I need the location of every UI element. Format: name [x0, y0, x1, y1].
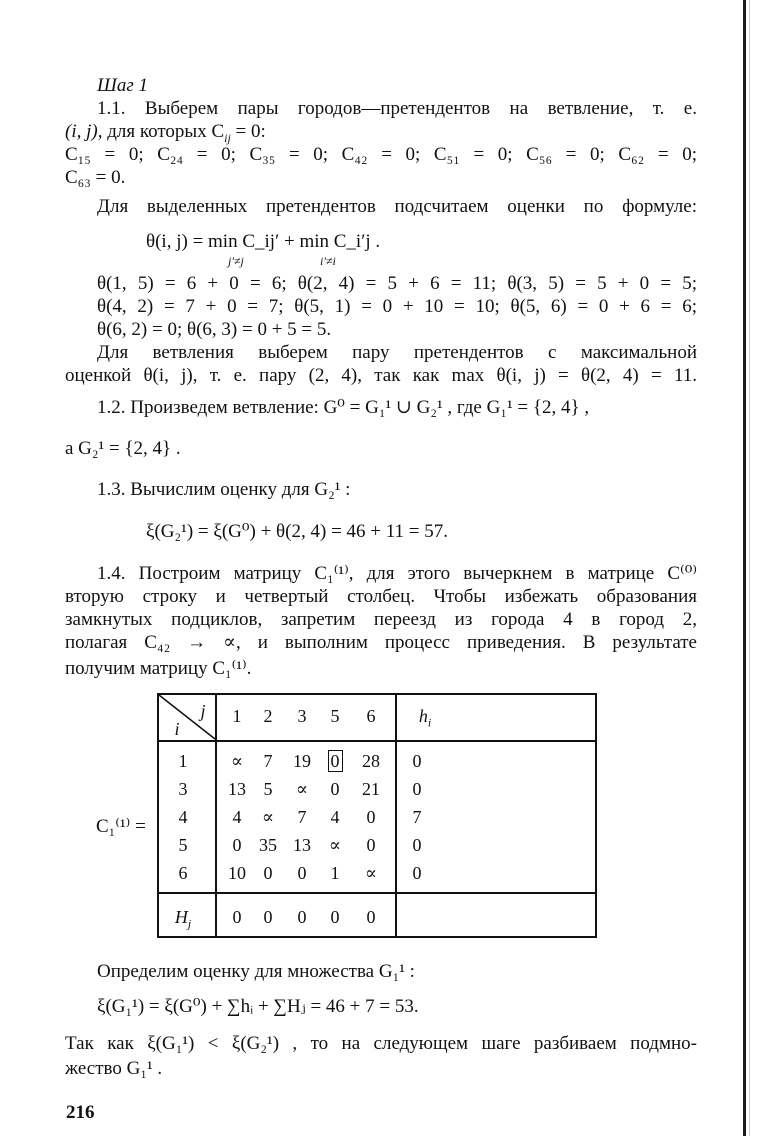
matrix-cell — [320, 778, 350, 800]
matrix-cell — [320, 834, 350, 856]
g2-definition: а G₂¹ = {2, 4} . — [65, 438, 181, 459]
matrix-cell — [356, 778, 386, 800]
step-title: Шаг 1 — [97, 75, 148, 96]
matrix-cell-text: 1 — [330, 863, 340, 883]
h-header-sub: i — [427, 715, 432, 730]
text-line-18: полагая C₄₂ → ∝, и выполним процесс приведения. В результате — [65, 632, 697, 653]
h-value-text: 7 — [412, 807, 422, 827]
h-value-text: 0 — [412, 779, 422, 799]
column-header-text: 3 — [297, 706, 307, 726]
matrix-cell — [356, 862, 386, 884]
row-header — [168, 806, 198, 828]
theta-values-3: θ(6, 2) = 0; θ(6, 3) = 0 + 5 = 5. — [97, 319, 332, 340]
H-label-sub: j — [187, 916, 192, 931]
matrix-cell — [253, 778, 283, 800]
H-value — [222, 906, 252, 928]
text-line-2-end: = 0: — [230, 121, 266, 142]
matrix-cell-text: 0 — [297, 863, 307, 883]
text-line-10: оценкой θ(i, j), т. е. пару (2, 4), так как max θ(i, j) = θ(2, 4) = 11. — [65, 365, 697, 386]
column-header-text: 5 — [330, 706, 340, 726]
matrix-cell-text: ∝ — [328, 835, 342, 855]
matrix-cell-text: 0 — [330, 779, 340, 799]
matrix-cell-text: 0 — [366, 807, 376, 827]
matrix-hline-1 — [157, 740, 597, 742]
matrix-cell-text: 13 — [293, 835, 311, 855]
cij-sub: ij — [224, 130, 231, 145]
H-value — [287, 906, 317, 928]
matrix-cell — [356, 806, 386, 828]
theta-formula: θ(i, j) = min C_ij′ + min C_i′j . — [146, 231, 381, 252]
H-value-text: 0 — [330, 907, 340, 927]
text-line-22: Так как ξ(G₁¹) < ξ(G₂¹) , то на следующем шаге разбиваем подмно- — [65, 1033, 697, 1054]
H-value — [356, 906, 386, 928]
matrix-cell-text: 28 — [362, 751, 380, 771]
matrix-cell — [356, 834, 386, 856]
matrix-cell-text: 0 — [263, 863, 273, 883]
h-value — [402, 750, 432, 772]
matrix-cell-text: 4 — [330, 807, 340, 827]
matrix-vline-2 — [395, 693, 397, 938]
h-value-text: 0 — [412, 751, 422, 771]
matrix-cell-text: 19 — [293, 751, 311, 771]
text-line-5: Для выделенных претендентов подсчитаем оценки по формуле: — [97, 196, 697, 217]
text-line-2 — [65, 120, 697, 143]
H-value — [320, 906, 350, 928]
row-header — [168, 778, 198, 800]
zero-list-line: C₁₅ = 0; C₂₄ = 0; C₃₅ = 0; C₄₂ = 0; C₅₁ = 0; C₅₆ = 0; C₆₂ = 0; — [65, 144, 697, 165]
H-value-text: 0 — [297, 907, 307, 927]
zero-list-line-2: C₆₃ = 0. — [65, 167, 126, 188]
column-header-text: 6 — [366, 706, 376, 726]
matrix-vline-1 — [215, 693, 217, 938]
row-header — [168, 750, 198, 772]
row-header-text: 1 — [178, 751, 188, 771]
h-value-text: 0 — [412, 863, 422, 883]
matrix-cell-text: ∝ — [261, 807, 275, 827]
matrix-cell — [287, 806, 317, 828]
text-line-23: жество G₁¹ . — [65, 1058, 163, 1079]
matrix-cell-text: ∝ — [295, 779, 309, 799]
matrix-cell — [287, 778, 317, 800]
matrix-cell-text: 35 — [259, 835, 277, 855]
matrix-cell-text: 13 — [228, 779, 246, 799]
row-header-text: 4 — [178, 807, 188, 827]
matrix-cell-text: 7 — [263, 751, 273, 771]
matrix-cell — [253, 750, 283, 772]
corner-i-label: i — [174, 719, 180, 739]
matrix-cell — [320, 750, 350, 772]
matrix-cell — [253, 862, 283, 884]
text-line-19: получим матрицу C₁⁽¹⁾. — [65, 658, 252, 679]
matrix-cell-text: 0 — [328, 750, 343, 772]
pair-ij: (i, j) — [65, 121, 98, 142]
matrix-cell — [253, 806, 283, 828]
matrix-cell-text: 0 — [366, 835, 376, 855]
column-header — [320, 705, 350, 727]
h-value-text: 0 — [412, 835, 422, 855]
h-header — [410, 705, 440, 730]
text-line-2-mid: , для которых C — [97, 121, 225, 142]
matrix-cell-text: ∝ — [230, 751, 244, 771]
matrix-cell — [320, 862, 350, 884]
column-header — [222, 705, 252, 727]
branching-line: 1.2. Произведем ветвление: G⁰ = G₁¹ ∪ G₂¹ , где G₁¹ = {2, 4} , — [97, 397, 590, 418]
H-row-label — [168, 906, 198, 931]
matrix-cell — [287, 750, 317, 772]
matrix-cell-text: 7 — [297, 807, 307, 827]
row-header — [168, 834, 198, 856]
row-header-text: 5 — [178, 835, 188, 855]
matrix-cell — [222, 778, 252, 800]
matrix-label: C₁⁽¹⁾ = — [96, 816, 146, 837]
H-value-text: 0 — [366, 907, 376, 927]
row-header-text: 3 — [178, 779, 188, 799]
text-line-16: вторую строку и четвертый столбец. Чтобы избежать образования — [65, 586, 697, 607]
column-header-text: 1 — [232, 706, 242, 726]
formula-sub-2: i′≠i — [320, 254, 336, 268]
text-line-17: замкнутых подциклов, запретим переезд из города 4 в город 2, — [65, 609, 697, 630]
row-header — [168, 862, 198, 884]
theta-values-1: θ(1, 5) = 6 + 0 = 6; θ(2, 4) = 5 + 6 = 11; θ(3, 5) = 5 + 0 = 5; — [97, 273, 697, 294]
page-number: 216 — [66, 1102, 95, 1123]
matrix-cell-text: ∝ — [364, 863, 378, 883]
text-line-20: Определим оценку для множества G₁¹ : — [97, 961, 415, 982]
text-line-13: 1.3. Вычислим оценку для G₂¹ : — [97, 479, 351, 500]
matrix-cell — [356, 750, 386, 772]
formula-sub-1: j′≠j — [228, 254, 244, 268]
matrix-cell — [222, 862, 252, 884]
xi-g1-formula: ξ(G₁¹) = ξ(G⁰) + ∑hᵢ + ∑Hⱼ = 46 + 7 = 53. — [97, 996, 419, 1017]
matrix-cell — [287, 862, 317, 884]
H-value-text: 0 — [263, 907, 273, 927]
matrix-cell — [320, 806, 350, 828]
scan-edge-shadow — [749, 0, 750, 1136]
column-header — [356, 705, 386, 727]
scan-edge-line — [743, 0, 746, 1136]
h-value — [402, 806, 432, 828]
h-value — [402, 834, 432, 856]
column-header — [253, 705, 283, 727]
h-value — [402, 778, 432, 800]
column-header-text: 2 — [263, 706, 273, 726]
matrix-cell — [222, 750, 252, 772]
matrix-cell — [253, 834, 283, 856]
matrix-hline-2 — [157, 892, 597, 894]
row-header-text: 6 — [178, 863, 188, 883]
H-value — [253, 906, 283, 928]
h-header-letter: h — [418, 706, 428, 726]
text-line-15: 1.4. Построим матрицу C₁⁽¹⁾, для этого вычеркнем в матрице C⁽⁰⁾ — [97, 563, 697, 584]
corner-j-label: j — [200, 701, 206, 721]
text-line-1: 1.1. Выберем пары городов—претендентов на ветвление, т. е. — [97, 98, 697, 119]
h-value — [402, 862, 432, 884]
H-value-text: 0 — [232, 907, 242, 927]
H-label-letter: H — [174, 907, 188, 927]
matrix-cell-text: 4 — [232, 807, 242, 827]
matrix-cell-text: 10 — [228, 863, 246, 883]
xi-g2-formula: ξ(G₂¹) = ξ(G⁰) + θ(2, 4) = 46 + 11 = 57. — [146, 521, 449, 542]
matrix-cell — [222, 806, 252, 828]
matrix-cell — [222, 834, 252, 856]
matrix-cell — [287, 834, 317, 856]
matrix-cell-text: 5 — [263, 779, 273, 799]
column-header — [287, 705, 317, 727]
theta-values-2: θ(4, 2) = 7 + 0 = 7; θ(5, 1) = 0 + 10 = 10; θ(5, 6) = 0 + 6 = 6; — [97, 296, 697, 317]
matrix-cell-text: 0 — [232, 835, 242, 855]
text-line-9: Для ветвления выберем пару претендентов с максимальной — [97, 342, 697, 363]
matrix-cell-text: 21 — [362, 779, 380, 799]
